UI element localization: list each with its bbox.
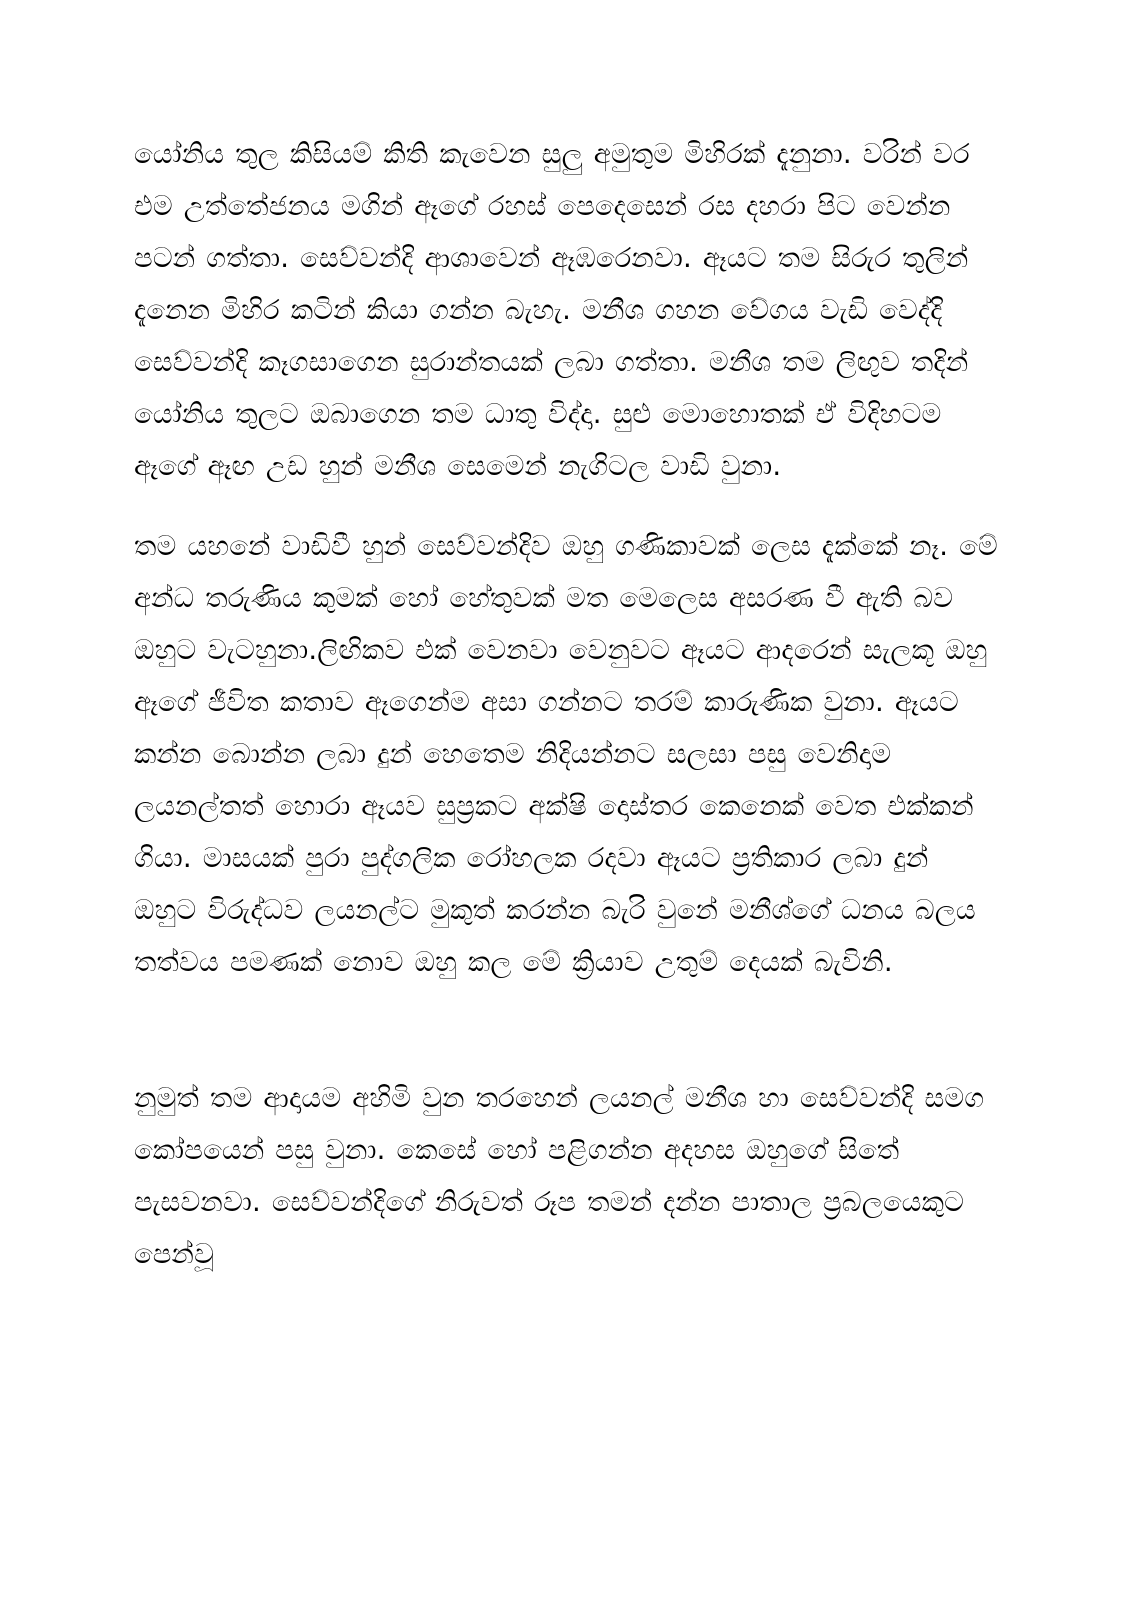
paragraph-1: යෝනිය තුල කිසියම් කිති කැවෙන සුලු අමුතුම මිහිරක් දැනුනා. වරින් වර එම උත්තේජනය මගින් ඈගේ රහස් පෙදෙසෙන් රස දහරා පිට වෙන්න පටන් ගත්තා. සෙව්වන්දි ආශාවෙන් ඈඹරෙනවා. ඈයට තම සිරුර තුලින් දැනෙන මිහිර කටින් කියා ගන්න බැහැ. මනීශ ගහන වේගය වැඩි වෙද්දි සෙව්වන්දි කෑගසාගෙන සුරාන්තයක් ලබා ගත්තා. මනීශ තම ලිඟුව තදින් යෝනිය තුලට ඔබාගෙන තම ධාතු විද්දා. සුළු මොහොතක් ඒ විදිහටම ඈගේ ඈඟ උඩ හුන් මනීශ සෙමෙන් නැගිටල වාඩි වුනා. bbox=[134, 138, 970, 482]
paragraph-2: තම යහනේ වාඩිවී හුන් සෙව්වන්දිව ඔහු ගණිකාවක් ලෙස දැක්කේ නෑ. මේ අන්ධ තරුණිය කුමක් හෝ හේතුවක් මත මෙලෙස අසරණ වී ඇති බව ඔහුට වැටහුනා.ලිඟිකව එක් වෙනවා වෙනුවට ඈයට ආදරෙන් සැලකූ ඔහු ඈගේ ජීවිත කතාව ඈගෙන්ම අසා ගන්නට තරම් කාරුණික වුනා. ඈයට කන්න බොන්න ලබා දුන් හෙතෙම නිදියන්නට සලසා පසු වෙනිදාම ලයනල්තත් හොරා ඈයව සුප්‍රකට අක්ෂි දොස්තර කෙනෙක් වෙත එක්කන් ගියා. මාසයක් පුරා පුද්ගලික රෝහලක රදවා ඈයට ප්‍රතිකාර ලබා දුන් ඔහුට විරුද්ධව ලයනල්ට මුකුත් කරන්න බැරි වුනේ මනීශ්ගේ ධනය බලය තත්වය පමණක් නොව ඔහු කල මේ ක්‍රියාව උතුම් දෙයක් බැවිනි. bbox=[134, 530, 998, 978]
paragraph-3: නුමුත් තම ආදායම අහිමි වුන තරහෙන් ලයනල් මනීශ හා සෙව්වන්දි සමග කෝපයෙන් පසු වුනා. කෙසේ හෝ පළිගන්න අදහස ඔහුගේ සිතේ පැසවනවා. සෙව්වන්දිගේ නිරුවත් රූප තමන් දන්න පාතාල ප්‍රබලයෙකුට පෙන්වූ bbox=[134, 1082, 985, 1270]
